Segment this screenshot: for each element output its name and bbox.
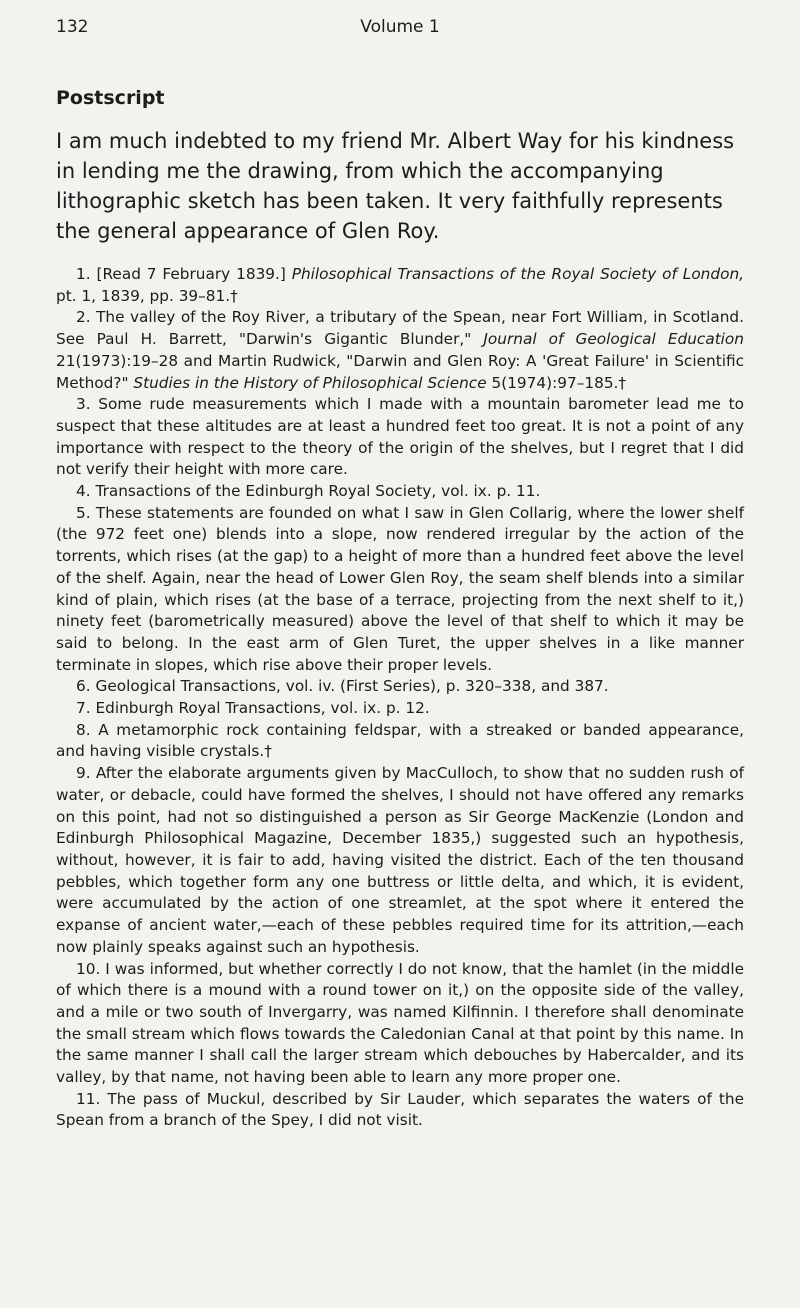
note-7 bbox=[56, 698, 744, 720]
note-number: 1. bbox=[76, 265, 91, 283]
note-number: 8. bbox=[76, 720, 91, 739]
note-8 bbox=[56, 720, 744, 763]
note-text: After the elaborate arguments given by MacCulloch, to show that no sudden rush of water, or debacle, could have formed the shelves, I should not have offered any remarks on this point, had not so distinguished a person as Sir George MacKenzie (London and Edinburgh Philosophical Magazine, December 1835,) suggested such an hypothesis, without, however, it is fair to add, having visited the district. Each of the ten thousand pebbles, which together form any one buttress or little delta, and which, it is evident, were accumulated by the action of one streamlet, at the spot where it entered the expanse of ancient water,—each of these pebbles required time for its attrition,—each now plainly speaks against such an hypothesis. bbox=[56, 764, 744, 956]
note-text: Edinburgh Royal Transactions, vol. ix. p. 12. bbox=[90, 699, 430, 718]
note-number: 9. bbox=[76, 764, 91, 783]
postscript-paragraph: I am much indebted to my friend Mr. Albert Way for his kindness in lending me the drawing, from which the accompanying lithographic sketch has been taken. It very faithfully represents the general appearance of Glen Roy. bbox=[56, 129, 735, 243]
page-content bbox=[56, 86, 744, 1132]
note-text: A metamorphic rock containing feldspar, with a streaked or banded appearance, and having visible crystals.† bbox=[56, 720, 744, 761]
note-number: 10. bbox=[76, 959, 101, 978]
note-text: pt. 1, 1839, pp. 39–81.† bbox=[56, 286, 238, 305]
page-header bbox=[56, 16, 744, 42]
note-9 bbox=[56, 763, 744, 958]
note-number: 6. bbox=[76, 677, 91, 696]
note-1 bbox=[56, 264, 744, 307]
note-citation-title: Philosophical Transactions of the Royal Society of London, bbox=[291, 265, 744, 283]
section-title: Postscript bbox=[56, 87, 165, 109]
note-text: 21(1973):19–28 and Martin Rudwick, "Darwin and Glen Roy: A 'Great Failure' in Scientific Method?" bbox=[56, 351, 744, 392]
note-number: 5. bbox=[76, 503, 91, 522]
note-2 bbox=[56, 307, 744, 394]
note-number: 3. bbox=[76, 395, 91, 414]
note-number: 11. bbox=[76, 1089, 101, 1108]
note-citation-title: Journal of Geological Education bbox=[483, 330, 744, 349]
note-text: Transactions of the Edinburgh Royal Society, vol. ix. p. 11. bbox=[90, 482, 541, 501]
note-text: Geological Transactions, vol. iv. (First Series), p. 320–338, and 387. bbox=[90, 677, 609, 696]
note-text: The pass of Muckul, described by Sir Lauder, which separates the waters of the Spean from a branch of the Spey, I did not visit. bbox=[56, 1089, 744, 1130]
note-3 bbox=[56, 394, 744, 481]
note-number: 4. bbox=[76, 482, 91, 501]
note-citation-title: Studies in the History of Philosophical Science bbox=[133, 373, 487, 392]
note-text: [Read 7 February 1839.] bbox=[90, 265, 292, 283]
note-5 bbox=[56, 503, 744, 677]
note-4 bbox=[56, 481, 744, 503]
endnotes bbox=[56, 264, 744, 1132]
page-number: 132 bbox=[56, 17, 89, 37]
note-text: I was informed, but whether correctly I do not know, that the hamlet (in the middle of which there is a mound with a round tower on it,) on the opposite side of the valley, and a mile or two south of Invergarry, was named Kilfinnin. I therefore shall denominate the small stream which flows towards the Caledonian Canal at that point by this name. In the same manner I shall call the larger stream which debouches by Habercalder, and its valley, by that name, not having been able to learn any more proper one. bbox=[56, 959, 744, 1087]
note-text: These statements are founded on what I saw in Glen Collarig, where the lower shelf (the 972 feet one) blends into a slope, now rendered irregular by the action of the torrents, which rises (at the gap) to a height of more than a hundred feet above the level of the shelf. Again, near the head of Lower Glen Roy, the seam shelf blends into a similar kind of plain, which rises (at the base of a terrace, projecting from the next shelf to it,) ninety feet (barometrically measured) above the level of that shelf to which it may be said to belong. In the east arm of Glen Turet, the upper shelves in a like manner terminate in slopes, which rise above their proper levels. bbox=[56, 503, 744, 674]
note-text: 5(1974):97–185.† bbox=[486, 373, 627, 392]
note-6 bbox=[56, 676, 744, 698]
note-10 bbox=[56, 959, 744, 1089]
note-number: 7. bbox=[76, 699, 91, 718]
note-text: The valley of the Roy River, a tributary of the Spean, near Fort William, in Scotland. See Paul H. Barrett, "Darwin's Gigantic Blunder," bbox=[56, 308, 744, 349]
note-11 bbox=[56, 1089, 744, 1132]
note-number: 2. bbox=[76, 308, 91, 327]
running-head: Volume 1 bbox=[360, 17, 440, 37]
note-text: Some rude measurements which I made with a mountain barometer lead me to suspect that these altitudes are at least a hundred feet too great. It is not a point of any importance with respect to the theory of the origin of the shelves, but I regret that I did not verify their height with more care. bbox=[56, 395, 744, 479]
